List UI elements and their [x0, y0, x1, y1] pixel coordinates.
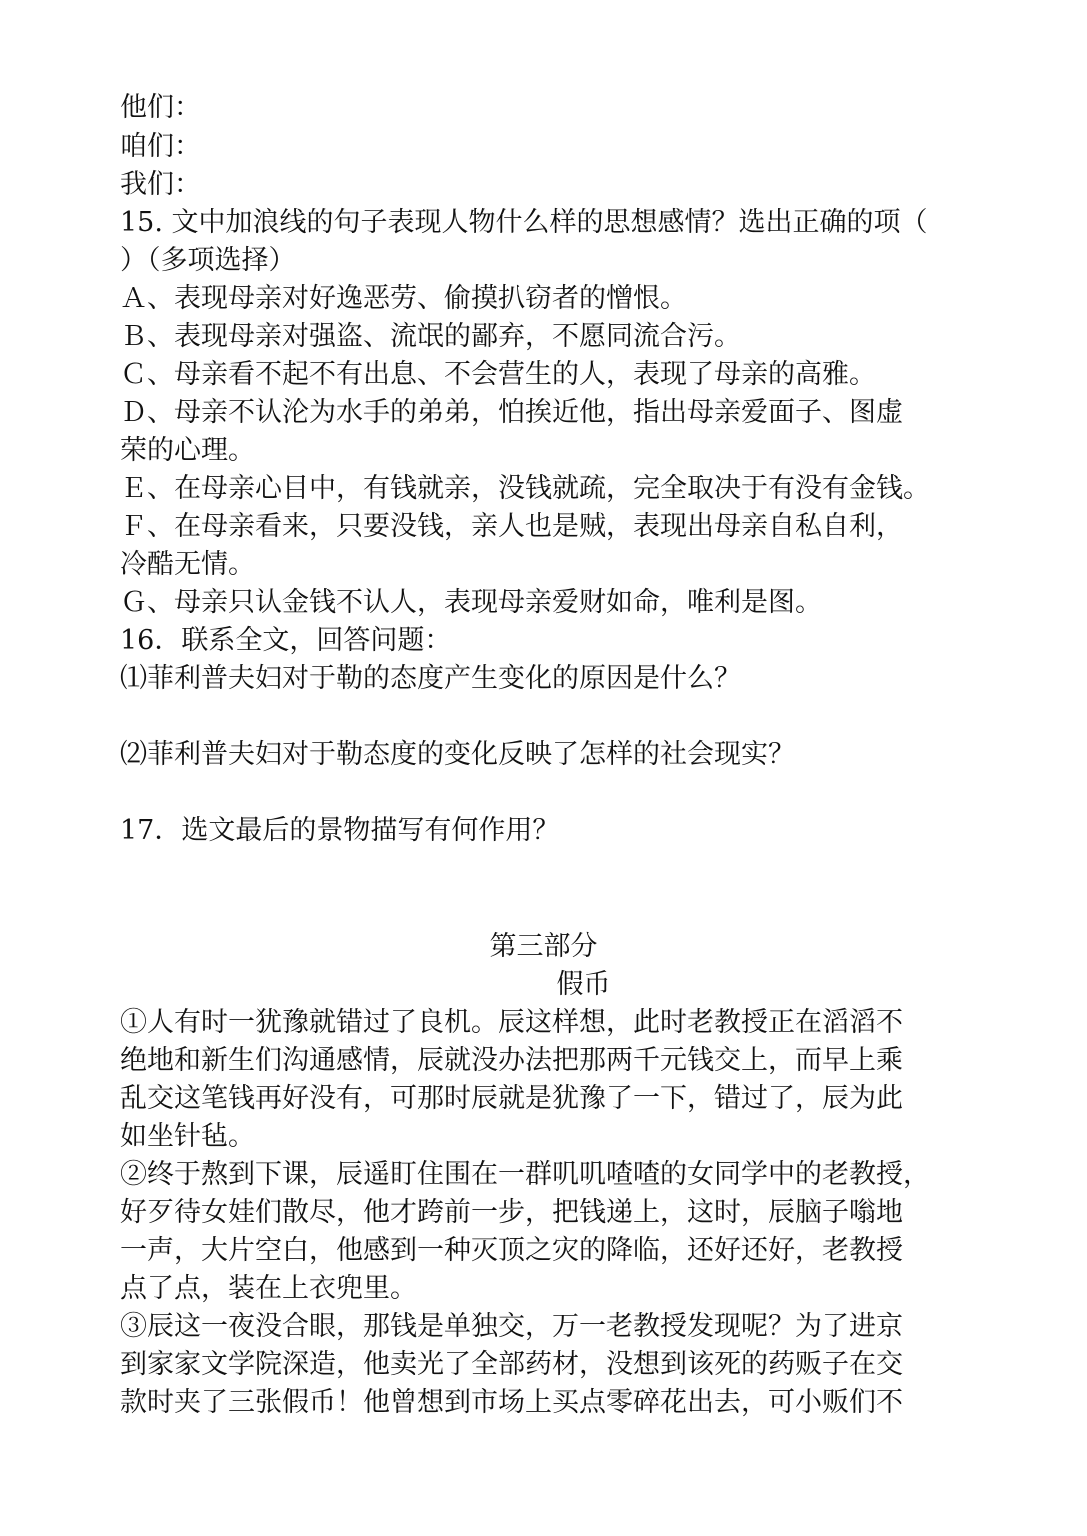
story-line-1: ①人有时一犹豫就错过了良机。辰这样想，此时老教授正在滔滔不 — [120, 1007, 903, 1038]
option-d-line-2: 荣的心理。 — [120, 435, 255, 466]
story-line-2: 绝地和新生们沟通感情，辰就没办法把那两千元钱交上，而早上乘 — [120, 1045, 903, 1076]
question-16-1: ⑴菲利普夫妇对于勒的态度产生变化的原因是什么？ — [120, 663, 741, 694]
option-e: Ｅ、在母亲心目中，有钱就亲，没钱就疏，完全取决于有没有金钱。 — [120, 473, 930, 504]
question-17: 17．选文最后的景物描写有何作用？ — [120, 815, 560, 846]
story-line-7: 一声，大片空白，他感到一种灭顶之灾的降临，还好还好，老教授 — [120, 1235, 903, 1266]
option-b: Ｂ、表现母亲对强盗、流氓的鄙弃，不愿同流合污。 — [120, 321, 741, 352]
answer-line-they: 他们： — [120, 92, 201, 123]
answer-line-we: 我们： — [120, 169, 201, 200]
option-f-line-1: Ｆ、在母亲看来，只要没钱，亲人也是贼，表现出母亲自私自利， — [120, 511, 903, 542]
question-15-line-1: 15. 文中加浪线的句子表现人物什么样的思想感情？选出正确的项（ — [120, 207, 928, 238]
answer-line-us-inclusive: 咱们： — [120, 131, 201, 162]
story-line-9: ③辰这一夜没合眼，那钱是单独交，万一老教授发现呢？为了进京 — [120, 1311, 903, 1342]
story-line-4: 如坐针毡。 — [120, 1121, 255, 1152]
story-line-8: 点了点，装在上衣兜里。 — [120, 1273, 417, 1304]
story-line-10: 到家家文学院深造，他卖光了全部药材，没想到该死的药贩子在交 — [120, 1349, 903, 1380]
story-line-6: 好歹待女娃们散尽，他才跨前一步，把钱递上，这时，辰脑子嗡地 — [120, 1197, 903, 1228]
story-line-11: 款时夹了三张假币！他曾想到市场上买点零碎花出去，可小贩们不 — [120, 1387, 903, 1418]
story-title: 假币 — [556, 969, 611, 1000]
section-title: 第三部分 — [489, 931, 598, 962]
question-16-2: ⑵菲利普夫妇对于勒态度的变化反映了怎样的社会现实？ — [120, 739, 795, 770]
story-line-5: ②终于熬到下课，辰遥盯住围在一群叽叽喳喳的女同学中的老教授， — [120, 1159, 930, 1190]
option-c: Ｃ、母亲看不起不有出息、不会营生的人，表现了母亲的高雅。 — [120, 359, 876, 390]
option-d-line-1: Ｄ、母亲不认沦为水手的弟弟，怕挨近他，指出母亲爱面子、图虚 — [120, 397, 903, 428]
story-line-3: 乱交这笔钱再好没有，可那时辰就是犹豫了一下，错过了，辰为此 — [120, 1083, 903, 1114]
option-g: Ｇ、母亲只认金钱不认人，表现母亲爱财如命，唯利是图。 — [120, 587, 822, 618]
option-a: Ａ、表现母亲对好逸恶劳、偷摸扒窃者的憎恨。 — [120, 283, 687, 314]
option-f-line-2: 冷酷无情。 — [120, 549, 255, 580]
question-16: 16．联系全文，回答问题： — [120, 625, 452, 656]
question-15-line-2: ）（多项选择） — [120, 245, 296, 276]
